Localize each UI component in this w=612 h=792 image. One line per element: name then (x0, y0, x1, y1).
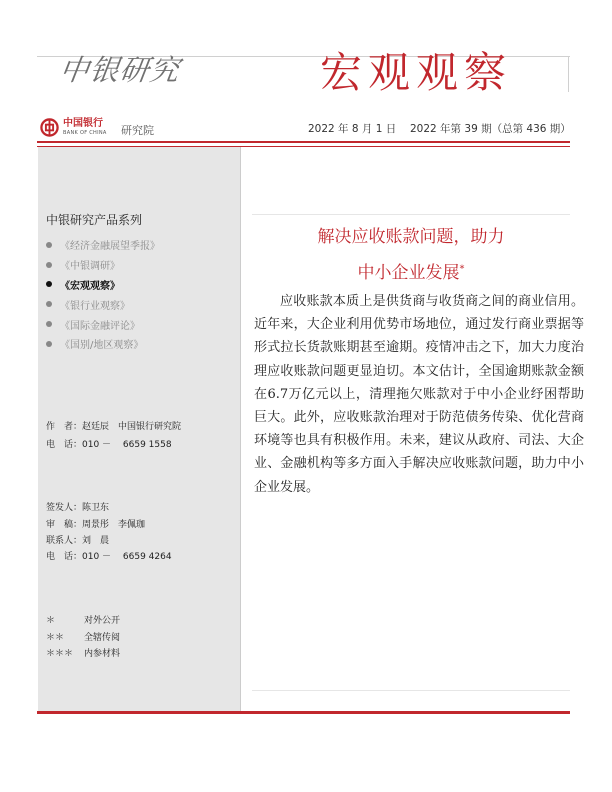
asterisk-icon: ＊ (46, 616, 56, 626)
footer-red-rule (37, 711, 570, 714)
logo-english-name: BANK OF CHINA (63, 130, 107, 136)
reviewer-names: 周景彤 李佩珈 (82, 520, 146, 530)
banner-divider (568, 56, 569, 92)
sidebar-border (240, 147, 241, 712)
series-item: 《中银调研》 (46, 255, 160, 275)
asterisk-icon: ＊＊ (46, 633, 65, 643)
series-item: 《国别/地区观察》 (46, 334, 160, 354)
bullet-icon (46, 301, 52, 307)
author-phone: 010 － 6659 1558 (82, 440, 172, 450)
contact-phone-line: 电 话：010 － 6659 4264 (46, 552, 172, 562)
publication-date: 2022 年 8 月 1 日 (308, 123, 397, 135)
article-title-line1: 解决应收账款问题，助力 (317, 227, 505, 247)
bank-logo (40, 118, 107, 137)
series-item: 《国际金融评论》 (46, 314, 160, 334)
content-top-rule (252, 214, 570, 215)
bullet-icon (46, 242, 52, 248)
header-red-rule (37, 141, 570, 143)
institute-label: 研究院 (121, 124, 154, 137)
bullet-icon (46, 341, 52, 347)
bullet-icon (46, 281, 52, 287)
logo-chinese-name: 中国银行 (63, 118, 103, 129)
author-line: 作 者：赵廷辰 中国银行研究院 (46, 422, 182, 432)
boc-logo-icon (40, 118, 59, 137)
legend-item: ＊＊ 全辖传阅 (46, 630, 120, 643)
series-item-current: 《宏观观察》 (46, 275, 160, 295)
article-title-line2: 中小企业发展* (357, 263, 465, 283)
series-item: 《经济金融展望季报》 (46, 235, 160, 255)
contact-line: 联系人：刘 晨 (46, 536, 110, 546)
signer-line: 签发人：陈卫东 (46, 503, 110, 513)
reviewer-line: 审 稿：周景彤 李佩珈 (46, 520, 146, 530)
bullet-icon (46, 262, 52, 268)
brand-calligraphy: 中银研究 (57, 53, 183, 87)
legend-item: ＊＊＊ 内参材料 (46, 646, 120, 659)
signer-name: 陈卫东 (82, 503, 110, 513)
contact-phone: 010 － 6659 4264 (82, 552, 172, 562)
author-phone-line: 电 话：010 － 6659 1558 (46, 440, 172, 450)
publication-title: 宏观观察 (320, 48, 513, 97)
legend-item: ＊ 对外公开 (46, 613, 120, 626)
asterisk-icon: ＊＊＊ (46, 649, 74, 659)
content-bottom-rule (252, 690, 570, 691)
series-title: 中银研究产品系列 (46, 213, 143, 227)
contact-name: 刘 晨 (82, 536, 110, 546)
footnote-mark: * (459, 263, 465, 275)
series-list (46, 235, 160, 354)
article-abstract: 应收账款本质上是供货商与收货商之间的商业信用。近年来，大企业利用优势市场地位，通过发行商业票据等形式拉长货款账期甚至逾期。疫情冲击之下，加大力度治理应收账款问题更显迫切。本文估计，全国逾期账款金额在6.7万亿元以上，清理拖欠账款对于中小企业纾困帮助巨大。此外，应收账款治理对于防范债务传染、优化营商环境等也具有积极作用。未来，建议从政府、司法、大企业、金融机构等多方面入手解决应收账款问题，助力中小企业发展。 (254, 294, 584, 495)
bullet-icon (46, 321, 52, 327)
series-item: 《银行业观察》 (46, 294, 160, 314)
author-name: 赵廷辰 中国银行研究院 (82, 422, 182, 432)
issue-number: 2022 年第 39 期（总第 436 期） (410, 123, 571, 135)
